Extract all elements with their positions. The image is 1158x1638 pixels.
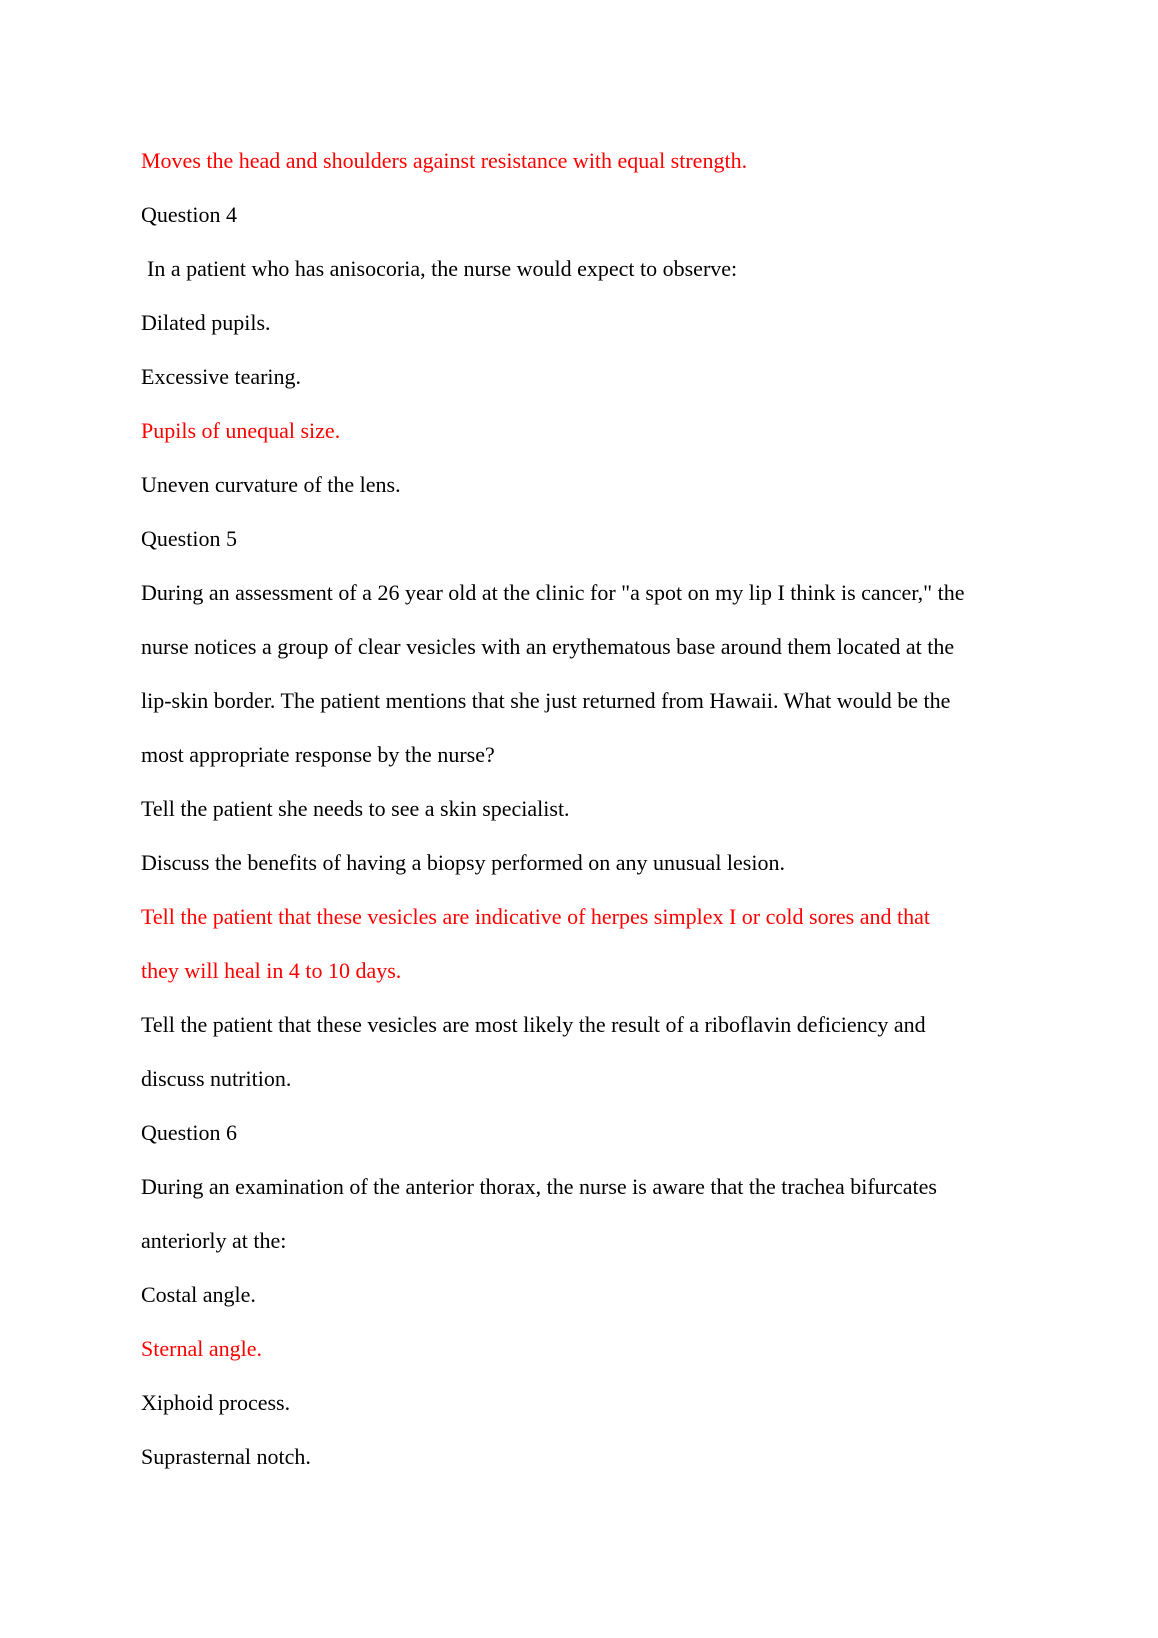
document-body bbox=[141, 134, 1041, 1484]
question-4-option-d: Uneven curvature of the lens. bbox=[141, 472, 401, 497]
question-6-option-b-correct: Sternal angle. bbox=[141, 1336, 262, 1361]
question-4-option-a: Dilated pupils. bbox=[141, 310, 271, 335]
question-5-prompt-line-1: During an assessment of a 26 year old at the clinic for "a spot on my lip I think is cancer," the bbox=[141, 580, 965, 605]
question-6-option-c: Xiphoid process. bbox=[141, 1390, 291, 1415]
question-5-option-d-line-2: discuss nutrition. bbox=[141, 1066, 292, 1091]
question-5-option-c-correct-line-2: they will heal in 4 to 10 days. bbox=[141, 958, 402, 983]
question-5-prompt-line-2: nurse notices a group of clear vesicles with an erythematous base around them located at the bbox=[141, 634, 955, 659]
question-5-prompt-line-4: most appropriate response by the nurse? bbox=[141, 742, 495, 767]
question-5-heading: Question 5 bbox=[141, 526, 237, 551]
question-4-prompt: In a patient who has anisocoria, the nurse would expect to observe: bbox=[147, 256, 738, 281]
question-6-option-d: Suprasternal notch. bbox=[141, 1444, 311, 1469]
question-6-option-a: Costal angle. bbox=[141, 1282, 256, 1307]
question-4-option-b: Excessive tearing. bbox=[141, 364, 302, 389]
question-6-heading: Question 6 bbox=[141, 1120, 237, 1145]
question-5-option-d-line-1: Tell the patient that these vesicles are most likely the result of a riboflavin deficiency and bbox=[141, 1012, 926, 1037]
question-5-option-c-correct-line-1: Tell the patient that these vesicles are indicative of herpes simplex I or cold sores and that bbox=[141, 904, 930, 929]
question-6-prompt-line-1: During an examination of the anterior thorax, the nurse is aware that the trachea bifurcates bbox=[141, 1174, 937, 1199]
question-5-option-a: Tell the patient she needs to see a skin specialist. bbox=[141, 796, 570, 821]
question-5-option-b: Discuss the benefits of having a biopsy performed on any unusual lesion. bbox=[141, 850, 785, 875]
question-6-prompt-line-2: anteriorly at the: bbox=[141, 1228, 287, 1253]
question-5-prompt-line-3: lip-skin border. The patient mentions that she just returned from Hawaii. What would be the bbox=[141, 688, 951, 713]
question-4-option-c-correct: Pupils of unequal size. bbox=[141, 418, 341, 443]
answer-q3-correct: Moves the head and shoulders against resistance with equal strength. bbox=[141, 148, 748, 173]
question-4-heading: Question 4 bbox=[141, 202, 237, 227]
